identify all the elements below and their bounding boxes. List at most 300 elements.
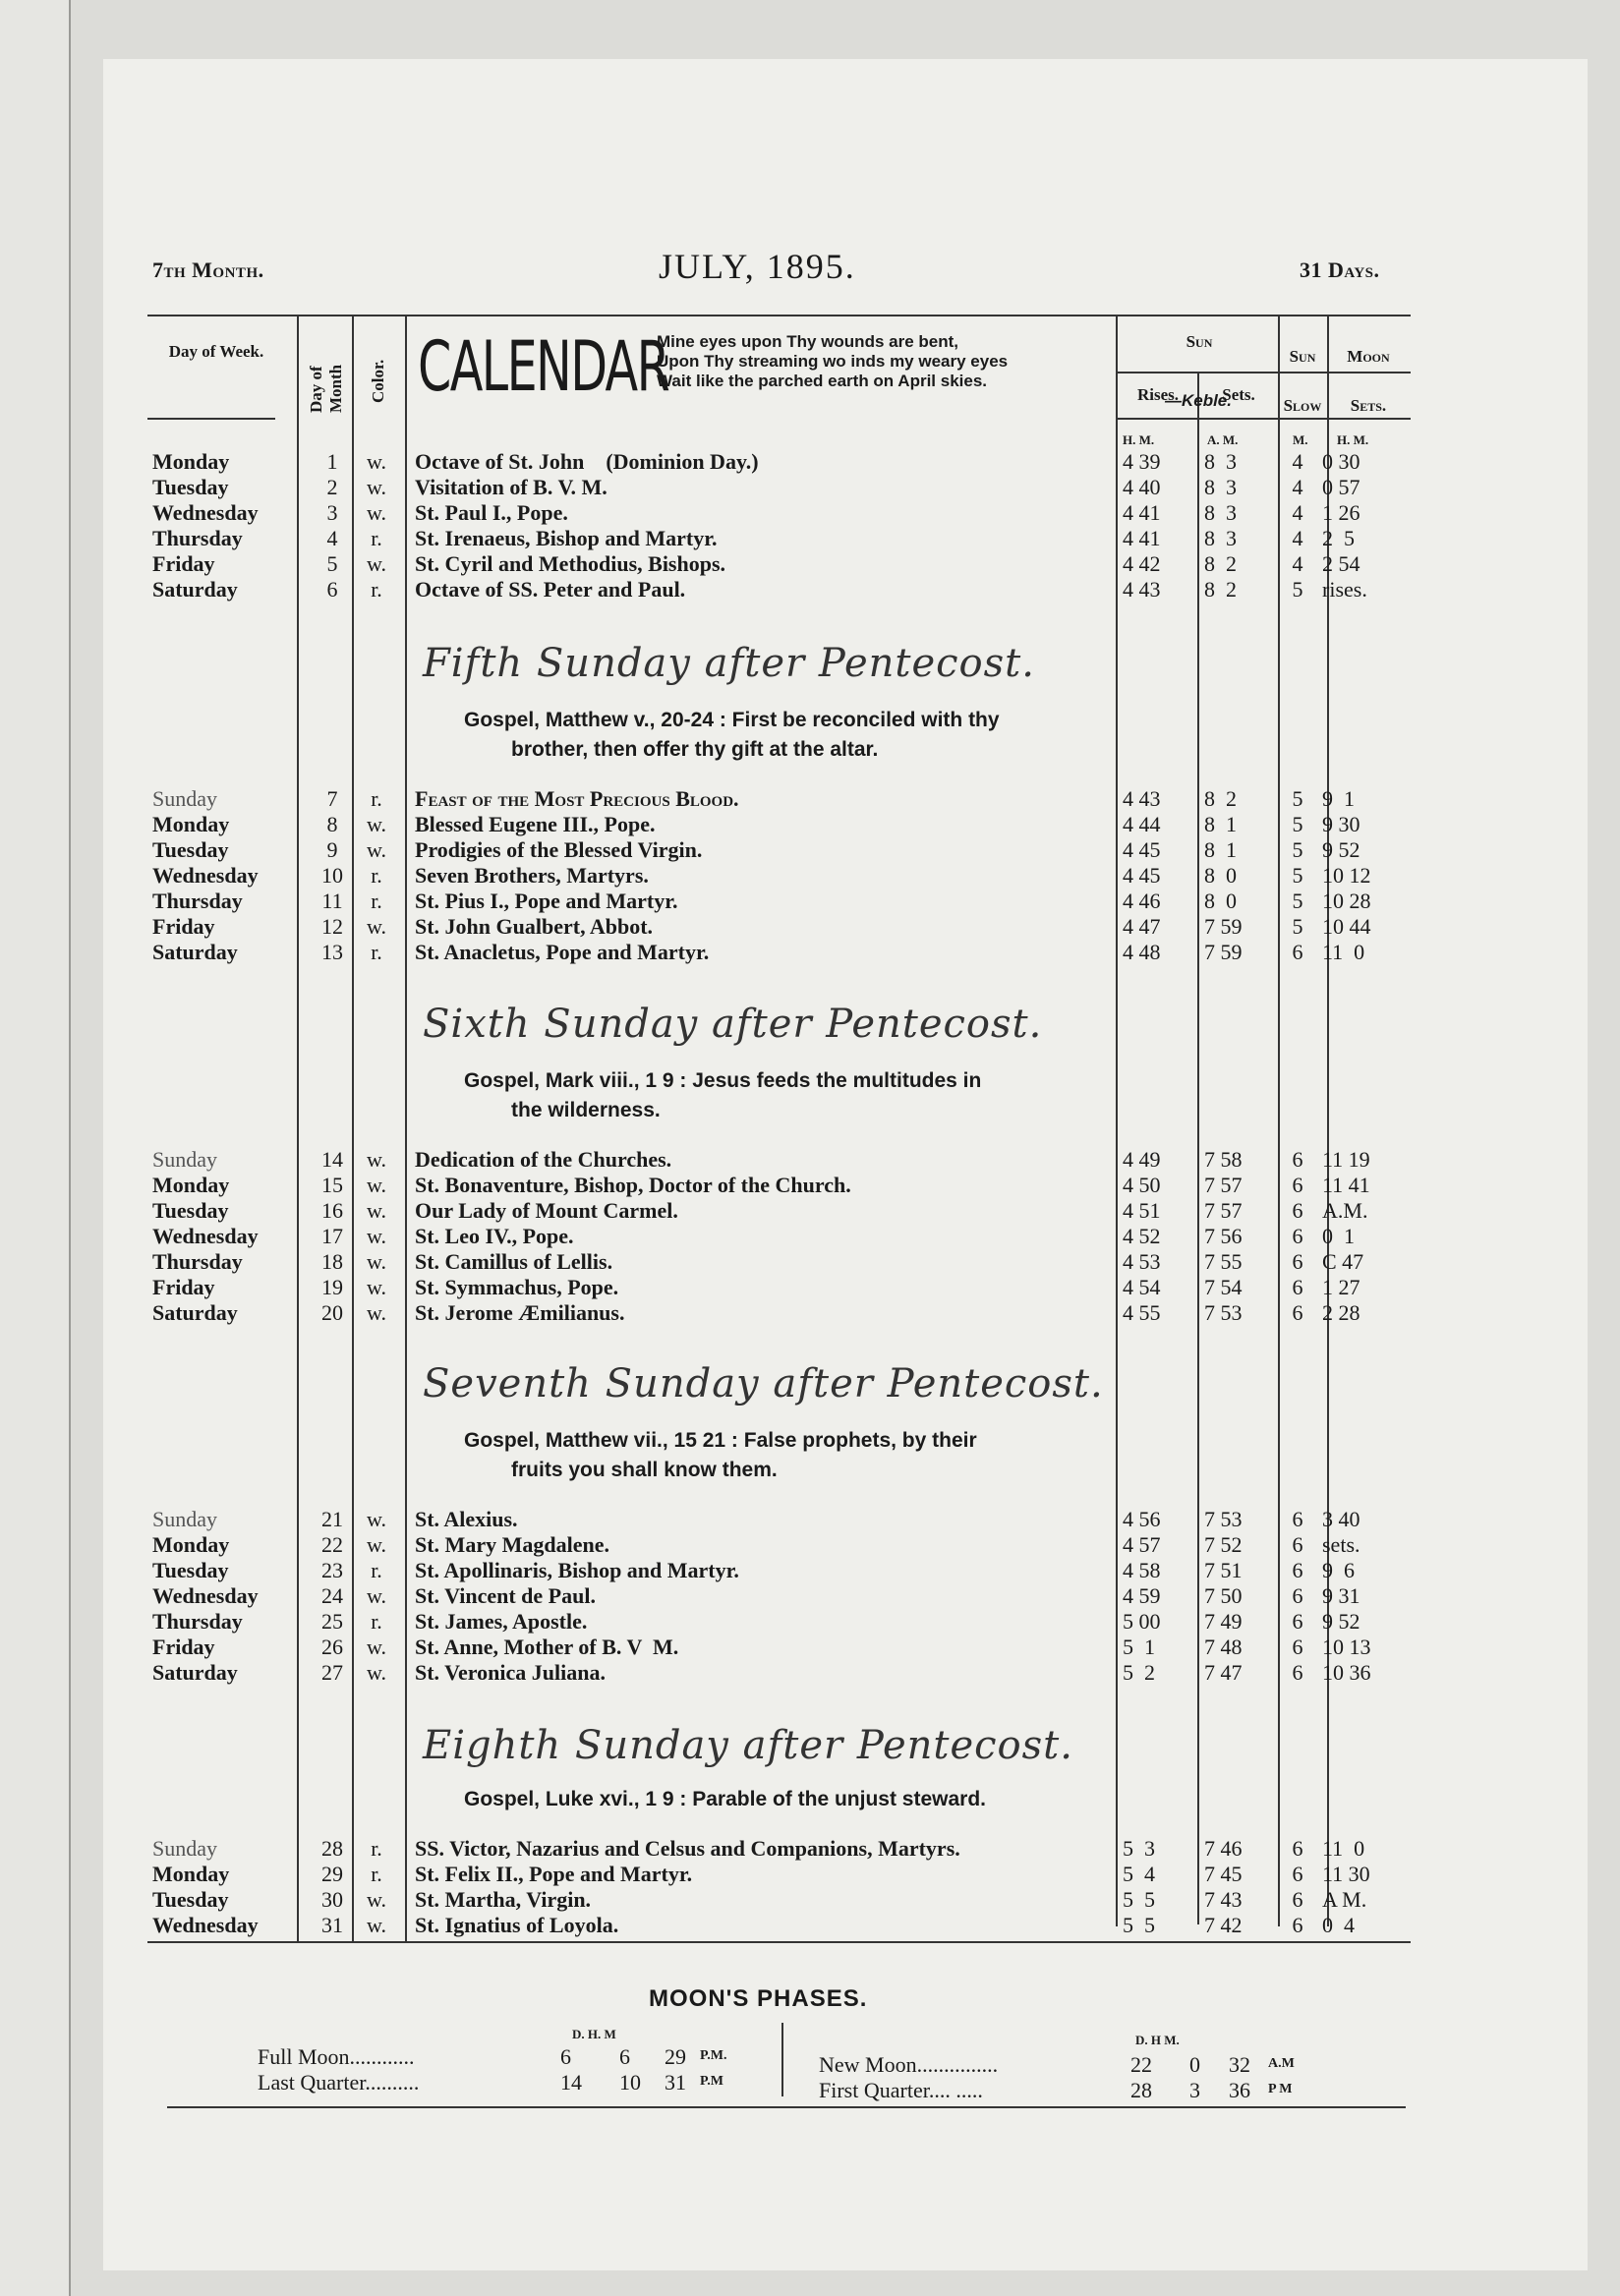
moon-sets-cell: A.M. — [1322, 1198, 1368, 1223]
calendar-row — [147, 940, 1411, 965]
feast-cell: St. Felix II., Pope and Martyr. — [415, 1862, 693, 1886]
weekday-cell: Wednesday — [152, 863, 259, 888]
phase-ampm: P.M — [700, 2074, 723, 2089]
sun-slow-cell: 6 — [1292, 1507, 1303, 1531]
moon-sets-cell: rises. — [1322, 577, 1367, 602]
weekday-cell: Thursday — [152, 1609, 243, 1634]
calendar-row — [147, 1532, 1411, 1558]
liturgical-color-cell: w. — [367, 1532, 386, 1557]
weekday-cell: Monday — [152, 1173, 230, 1197]
day-number-cell: 17 — [321, 1224, 343, 1248]
gospel-line: Gospel, Matthew vii., 15 21 : False prophets, by their — [464, 1429, 977, 1452]
day-number-cell: 26 — [321, 1635, 343, 1659]
sun-slow-cell: 6 — [1292, 1862, 1303, 1886]
liturgical-color-cell: r. — [371, 526, 382, 550]
moon-sets-cell: 2 54 — [1322, 551, 1360, 576]
feast-cell: St. Bonaventure, Bishop, Doctor of the Church. — [415, 1173, 851, 1197]
verse-author: —Keble. — [1164, 391, 1232, 410]
sun-slow-cell: 6 — [1292, 1249, 1303, 1274]
sunrise-cell: 4 48 — [1123, 940, 1161, 964]
col-day-of-week: Day of Week. — [168, 342, 264, 361]
liturgical-color-cell: w. — [367, 914, 386, 939]
day-number-cell: 18 — [321, 1249, 343, 1274]
calendar-row — [147, 1558, 1411, 1583]
moon-sets-cell: 9 6 — [1322, 1558, 1355, 1582]
liturgical-color-cell: r. — [371, 940, 382, 964]
day-number-cell: 3 — [326, 500, 338, 525]
weekday-cell: Sunday — [152, 1507, 217, 1531]
sunset-cell: 8 2 — [1204, 577, 1237, 602]
day-number-cell: 27 — [321, 1660, 343, 1685]
sun-slow-cell: 5 — [1292, 812, 1303, 836]
feast-cell: St. Martha, Virgin. — [415, 1887, 592, 1912]
phases-bottom-rule — [167, 2106, 1406, 2108]
sunset-cell: 8 2 — [1204, 786, 1237, 811]
unit-rises: H. M. — [1123, 432, 1155, 447]
sunrise-cell: 4 42 — [1123, 551, 1161, 576]
weekday-cell: Friday — [152, 914, 215, 939]
sunrise-cell: 4 45 — [1123, 837, 1161, 862]
gospel-line: fruits you shall know them. — [511, 1459, 778, 1481]
sunset-cell: 7 59 — [1204, 914, 1243, 939]
phase-ampm: P M — [1268, 2082, 1293, 2096]
phase-hour: 6 — [619, 2044, 630, 2069]
sunrise-cell: 4 56 — [1123, 1507, 1161, 1531]
sun-slow-cell: 6 — [1292, 1913, 1303, 1937]
sun-slow-cell: 4 — [1292, 475, 1303, 499]
day-number-cell: 14 — [321, 1147, 343, 1172]
weekday-cell: Thursday — [152, 1249, 243, 1274]
feast-cell: St. Mary Magdalene. — [415, 1532, 609, 1557]
weekday-cell: Friday — [152, 1635, 215, 1659]
gospel-reading — [464, 1785, 1260, 1814]
col-sun-slow: Sun Slow — [1283, 347, 1322, 415]
weekday-cell: Saturday — [152, 1660, 238, 1685]
day-number-cell: 24 — [321, 1583, 343, 1608]
moon-sets-cell: 0 30 — [1322, 449, 1360, 474]
sunrise-cell: 4 47 — [1123, 914, 1161, 939]
verse-line: Mine eyes upon Thy wounds are bent, — [657, 332, 958, 351]
gospel-reading — [464, 1426, 1260, 1485]
feast-cell: Octave of St. John (Dominion Day.) — [415, 449, 759, 474]
liturgical-color-cell: w. — [367, 1507, 386, 1531]
sun-slow-cell: 4 — [1292, 500, 1303, 525]
calendar-row — [147, 475, 1411, 500]
feast-cell: St. Anacletus, Pope and Martyr. — [415, 940, 710, 964]
moon-sets-cell: 0 4 — [1322, 1913, 1355, 1937]
col-sun: Sun — [1186, 332, 1213, 351]
weekday-cell: Friday — [152, 1275, 215, 1299]
feast-cell: Visitation of B. V. M. — [415, 475, 608, 499]
moon-sets-cell: 0 1 — [1322, 1224, 1355, 1248]
sunrise-cell: 4 43 — [1123, 786, 1161, 811]
feast-cell: St. Irenaeus, Bishop and Martyr. — [415, 526, 718, 550]
phases-divider — [781, 2023, 783, 2096]
phase-label: First Quarter.... ..... — [819, 2078, 983, 2102]
moon-sets-cell: 0 57 — [1322, 475, 1360, 499]
moon-sets-cell: 11 30 — [1322, 1862, 1370, 1886]
phase-label: Full Moon............ — [258, 2044, 415, 2069]
gospel-reading — [464, 1066, 1260, 1125]
weekday-cell: Tuesday — [152, 1887, 229, 1912]
sun-slow-cell: 6 — [1292, 1609, 1303, 1634]
moon-sets-cell: 9 1 — [1322, 786, 1355, 811]
day-number-cell: 2 — [326, 475, 338, 499]
moon-sets-cell: 11 19 — [1322, 1147, 1370, 1172]
sun-slow-cell: 6 — [1292, 940, 1303, 964]
moon-sets-cell: 10 36 — [1322, 1660, 1371, 1685]
phase-hour: 10 — [619, 2070, 641, 2095]
sunset-cell: 7 57 — [1204, 1173, 1243, 1197]
calendar-row — [147, 914, 1411, 940]
sun-slow-cell: 6 — [1292, 1147, 1303, 1172]
calendar-row — [147, 551, 1411, 577]
sunrise-cell: 4 57 — [1123, 1532, 1161, 1557]
feast-cell: Octave of SS. Peter and Paul. — [415, 577, 686, 602]
sunday-heading: Sixth Sunday after Pentecost. — [423, 1002, 1043, 1047]
liturgical-color-cell: r. — [371, 786, 382, 811]
sunday-heading: Eighth Sunday after Pentecost. — [423, 1723, 1073, 1768]
liturgical-color-cell: w. — [367, 551, 386, 576]
sunset-cell: 8 2 — [1204, 551, 1237, 576]
day-number-cell: 21 — [321, 1507, 343, 1531]
sunset-cell: 7 50 — [1204, 1583, 1243, 1608]
weekday-cell: Tuesday — [152, 1558, 229, 1582]
feast-cell: Blessed Eugene III., Pope. — [415, 812, 656, 836]
weekday-cell: Wednesday — [152, 1913, 259, 1937]
days-label: 31 Days. — [1300, 258, 1380, 282]
feast-cell: St. Vincent de Paul. — [415, 1583, 596, 1608]
calendar-row — [147, 526, 1411, 551]
sun-slow-cell: 6 — [1292, 1836, 1303, 1861]
liturgical-color-cell: w. — [367, 1275, 386, 1299]
feast-cell: St. Pius I., Pope and Martyr. — [415, 889, 678, 913]
sunrise-cell: 4 40 — [1123, 475, 1161, 499]
calendar-row — [147, 1635, 1411, 1660]
weekday-cell: Tuesday — [152, 837, 229, 862]
sunrise-cell: 4 58 — [1123, 1558, 1161, 1582]
day-number-cell: 10 — [321, 863, 343, 888]
verse-line: Upon Thy streaming wo inds my weary eyes — [657, 352, 1009, 371]
liturgical-color-cell: r. — [371, 1609, 382, 1634]
calendar-row — [147, 500, 1411, 526]
sunrise-cell: 4 53 — [1123, 1249, 1161, 1274]
phase-hour: 0 — [1189, 2052, 1200, 2077]
moon-sets-cell: 2 28 — [1322, 1300, 1360, 1325]
phase-day: 6 — [560, 2044, 571, 2069]
weekday-cell: Thursday — [152, 889, 243, 913]
weekday-cell: Monday — [152, 812, 230, 836]
moon-sets-cell: A M. — [1322, 1887, 1367, 1912]
phase-day: 22 — [1130, 2052, 1152, 2077]
sunset-cell: 8 3 — [1204, 475, 1237, 499]
liturgical-color-cell: w. — [367, 837, 386, 862]
day-number-cell: 28 — [321, 1836, 343, 1861]
weekday-cell: Saturday — [152, 940, 238, 964]
sunset-cell: 7 45 — [1204, 1862, 1243, 1886]
moon-sets-cell: 10 44 — [1322, 914, 1371, 939]
moon-sets-cell: 1 26 — [1322, 500, 1360, 525]
weekday-cell: Wednesday — [152, 500, 259, 525]
moon-phases-title: MOON'S PHASES. — [649, 1985, 868, 2012]
calendar-row — [147, 786, 1411, 812]
sunset-cell: 8 1 — [1204, 812, 1237, 836]
sun-slow-cell: 6 — [1292, 1558, 1303, 1582]
sunset-cell: 8 3 — [1204, 500, 1237, 525]
sunset-cell: 7 57 — [1204, 1198, 1243, 1223]
unit-sets: A. M. — [1207, 432, 1239, 447]
phase-day: 14 — [560, 2070, 582, 2095]
liturgical-color-cell: r. — [371, 1558, 382, 1582]
feast-cell: St. Camillus of Lellis. — [415, 1249, 613, 1274]
phase-label: Last Quarter.......... — [258, 2070, 420, 2095]
liturgical-color-cell: r. — [371, 1836, 382, 1861]
sunset-cell: 7 43 — [1204, 1887, 1243, 1912]
sunrise-cell: 5 2 — [1123, 1660, 1155, 1685]
weekday-cell: Saturday — [152, 577, 238, 602]
feast-cell: St. James, Apostle. — [415, 1609, 588, 1634]
moon-sets-cell: 11 41 — [1322, 1173, 1370, 1197]
sun-slow-cell: 6 — [1292, 1532, 1303, 1557]
day-number-cell: 5 — [326, 551, 338, 576]
liturgical-color-cell: w. — [367, 1887, 386, 1912]
liturgical-color-cell: w. — [367, 1583, 386, 1608]
feast-cell: St. Symmachus, Pope. — [415, 1275, 619, 1299]
feast-cell: St. Apollinaris, Bishop and Martyr. — [415, 1558, 739, 1582]
weekday-cell: Monday — [152, 449, 230, 474]
sun-slow-cell: 5 — [1292, 786, 1303, 811]
liturgical-color-cell: w. — [367, 1660, 386, 1685]
moon-sets-cell: 10 12 — [1322, 863, 1371, 888]
sunset-cell: 7 42 — [1204, 1913, 1243, 1937]
phase-minute: 36 — [1229, 2078, 1250, 2102]
phase-day: 28 — [1130, 2078, 1152, 2102]
gospel-line: the wilderness. — [511, 1099, 661, 1121]
sun-slow-cell: 5 — [1292, 914, 1303, 939]
unit-moon: H. M. — [1337, 432, 1369, 447]
sun-slow-cell: 6 — [1292, 1275, 1303, 1299]
sunrise-cell: 5 00 — [1123, 1609, 1161, 1634]
day-number-cell: 23 — [321, 1558, 343, 1582]
gospel-line: Gospel, Luke xvi., 1 9 : Parable of the unjust steward. — [464, 1788, 986, 1810]
month-label: 7th Month. — [152, 258, 264, 282]
calendar-row — [147, 1224, 1411, 1249]
calendar-row — [147, 1275, 1411, 1300]
calendar-row — [147, 837, 1411, 863]
liturgical-color-cell: r. — [371, 889, 382, 913]
moon-sets-cell: 11 0 — [1322, 940, 1365, 964]
liturgical-color-cell: w. — [367, 500, 386, 525]
sunset-cell: 8 1 — [1204, 837, 1237, 862]
day-number-cell: 13 — [321, 940, 343, 964]
sun-slow-cell: 6 — [1292, 1300, 1303, 1325]
weekday-cell: Sunday — [152, 1147, 217, 1172]
calendar-row — [147, 1198, 1411, 1224]
calendar-row — [147, 1660, 1411, 1686]
sunset-cell: 7 51 — [1204, 1558, 1243, 1582]
moon-sets-cell: 9 31 — [1322, 1583, 1360, 1608]
adjacent-page-edge — [0, 0, 71, 2296]
day-number-cell: 8 — [326, 812, 338, 836]
moon-sets-cell: 10 13 — [1322, 1635, 1371, 1659]
gospel-reading — [464, 706, 1260, 765]
phase-hour: 3 — [1189, 2078, 1200, 2102]
sunrise-cell: 4 41 — [1123, 500, 1161, 525]
header-rule — [147, 418, 275, 420]
day-number-cell: 12 — [321, 914, 343, 939]
calendar-row — [147, 1913, 1411, 1938]
liturgical-color-cell: r. — [371, 577, 382, 602]
sunset-cell: 7 48 — [1204, 1635, 1243, 1659]
moon-sets-cell: 9 52 — [1322, 837, 1360, 862]
sun-slow-cell: 6 — [1292, 1173, 1303, 1197]
sunset-cell: 7 53 — [1204, 1300, 1243, 1325]
gospel-line: Gospel, Mark viii., 1 9 : Jesus feeds the multitudes in — [464, 1069, 982, 1092]
feast-cell: St. Jerome Æmilianus. — [415, 1300, 625, 1325]
sunrise-cell: 5 4 — [1123, 1862, 1155, 1886]
weekday-cell: Saturday — [152, 1300, 238, 1325]
moon-sets-cell: 10 28 — [1322, 889, 1371, 913]
moon-sets-cell: 3 40 — [1322, 1507, 1360, 1531]
day-number-cell: 22 — [321, 1532, 343, 1557]
calendar-row — [147, 1300, 1411, 1326]
feast-cell: St. Anne, Mother of B. V M. — [415, 1635, 679, 1659]
table-top-rule — [147, 315, 1411, 316]
sunrise-cell: 4 44 — [1123, 812, 1161, 836]
sunset-cell: 7 58 — [1204, 1147, 1243, 1172]
sunrise-cell: 4 55 — [1123, 1300, 1161, 1325]
page-title: JULY, 1895. — [659, 247, 856, 286]
sunrise-cell: 5 5 — [1123, 1913, 1155, 1937]
sunrise-cell: 4 54 — [1123, 1275, 1161, 1299]
moon-sets-cell: 2 5 — [1322, 526, 1355, 550]
sunset-cell: 8 3 — [1204, 526, 1237, 550]
liturgical-color-cell: w. — [367, 812, 386, 836]
col-day-of-month: Day of Month — [307, 364, 345, 413]
liturgical-color-cell: w. — [367, 475, 386, 499]
sunday-heading: Fifth Sunday after Pentecost. — [423, 641, 1035, 686]
day-number-cell: 31 — [321, 1913, 343, 1937]
sun-slow-cell: 4 — [1292, 449, 1303, 474]
weekday-cell: Sunday — [152, 1836, 217, 1861]
day-number-cell: 4 — [326, 526, 338, 550]
sun-slow-cell: 6 — [1292, 1198, 1303, 1223]
feast-cell: Our Lady of Mount Carmel. — [415, 1198, 678, 1223]
sun-slow-cell: 5 — [1292, 837, 1303, 862]
calendar-row — [147, 889, 1411, 914]
phase-ampm: P.M. — [700, 2048, 727, 2063]
liturgical-color-cell: w. — [367, 1198, 386, 1223]
sun-slow-cell: 6 — [1292, 1583, 1303, 1608]
sunset-cell: 7 59 — [1204, 940, 1243, 964]
sunrise-cell: 4 51 — [1123, 1198, 1161, 1223]
feast-cell: St. John Gualbert, Abbot. — [415, 914, 654, 939]
phase-minute: 32 — [1229, 2052, 1250, 2077]
phase-ampm: A.M — [1268, 2056, 1295, 2071]
sunset-cell: 7 46 — [1204, 1836, 1243, 1861]
verse-line: Wait like the parched earth on April skies. — [657, 372, 987, 390]
day-number-cell: 9 — [326, 837, 338, 862]
liturgical-color-cell: w. — [367, 1224, 386, 1248]
feast-cell: St. Ignatius of Loyola. — [415, 1913, 619, 1937]
sunset-cell: 7 53 — [1204, 1507, 1243, 1531]
feast-cell: Seven Brothers, Martyrs. — [415, 863, 649, 888]
gospel-line: brother, then offer thy gift at the altar. — [511, 738, 879, 761]
sunset-cell: 7 47 — [1204, 1660, 1243, 1685]
calendar-row — [147, 863, 1411, 889]
day-number-cell: 29 — [321, 1862, 343, 1886]
sun-slow-cell: 6 — [1292, 1660, 1303, 1685]
day-number-cell: 1 — [326, 449, 338, 474]
phase-units: D. H. M — [572, 2027, 616, 2041]
sunset-cell: 7 49 — [1204, 1609, 1243, 1634]
feast-cell: Feast of the Most Precious Blood. — [415, 786, 739, 811]
calendar-row — [147, 1609, 1411, 1635]
sunset-cell: 8 0 — [1204, 889, 1237, 913]
calendar-row — [147, 1507, 1411, 1532]
moon-sets-cell: C 47 — [1322, 1249, 1364, 1274]
weekday-cell: Friday — [152, 551, 215, 576]
sun-slow-cell: 6 — [1292, 1887, 1303, 1912]
sunrise-cell: 4 52 — [1123, 1224, 1161, 1248]
sunset-cell: 7 55 — [1204, 1249, 1243, 1274]
day-number-cell: 25 — [321, 1609, 343, 1634]
sun-slow-cell: 4 — [1292, 526, 1303, 550]
unit-slow: M. — [1293, 432, 1308, 447]
feast-cell: St. Veronica Juliana. — [415, 1660, 606, 1685]
phase-units: D. H M. — [1135, 2033, 1180, 2047]
sun-slow-cell: 6 — [1292, 1224, 1303, 1248]
calendar-row — [147, 1249, 1411, 1275]
weekday-cell: Wednesday — [152, 1583, 259, 1608]
col-moon-sets: Moon Sets. — [1347, 347, 1390, 415]
phase-minute: 31 — [665, 2070, 686, 2095]
feast-cell: St. Alexius. — [415, 1507, 518, 1531]
feast-cell: Prodigies of the Blessed Virgin. — [415, 837, 703, 862]
day-number-cell: 15 — [321, 1173, 343, 1197]
liturgical-color-cell: r. — [371, 1862, 382, 1886]
calendar-row — [147, 449, 1411, 475]
col-color: Color. — [369, 359, 387, 403]
sun-slow-cell: 5 — [1292, 577, 1303, 602]
day-number-cell: 6 — [326, 577, 338, 602]
feast-cell: SS. Victor, Nazarius and Celsus and Companions, Martyrs. — [415, 1836, 960, 1861]
phase-minute: 29 — [665, 2044, 686, 2069]
liturgical-color-cell: w. — [367, 449, 386, 474]
col-rises: Rises. — [1136, 385, 1180, 404]
moon-sets-cell: 1 27 — [1322, 1275, 1360, 1299]
liturgical-color-cell: w. — [367, 1635, 386, 1659]
calendar-table — [147, 315, 1411, 1937]
moon-sets-cell: 9 30 — [1322, 812, 1360, 836]
weekday-cell: Wednesday — [152, 1224, 259, 1248]
feast-cell: Dedication of the Churches. — [415, 1147, 672, 1172]
day-number-cell: 16 — [321, 1198, 343, 1223]
feast-cell: St. Paul I., Pope. — [415, 500, 568, 525]
day-number-cell: 30 — [321, 1887, 343, 1912]
calendar-row — [147, 1583, 1411, 1609]
moon-sets-cell: 11 0 — [1322, 1836, 1365, 1861]
calendar-row — [147, 1836, 1411, 1862]
calendar-row — [147, 1862, 1411, 1887]
sunrise-cell: 5 1 — [1123, 1635, 1155, 1659]
sunday-heading: Seventh Sunday after Pentecost. — [423, 1361, 1104, 1406]
weekday-cell: Monday — [152, 1532, 230, 1557]
table-bottom-rule — [147, 1941, 1411, 1943]
liturgical-color-cell: w. — [367, 1249, 386, 1274]
day-number-cell: 11 — [321, 889, 343, 913]
sunset-cell: 8 0 — [1204, 863, 1237, 888]
